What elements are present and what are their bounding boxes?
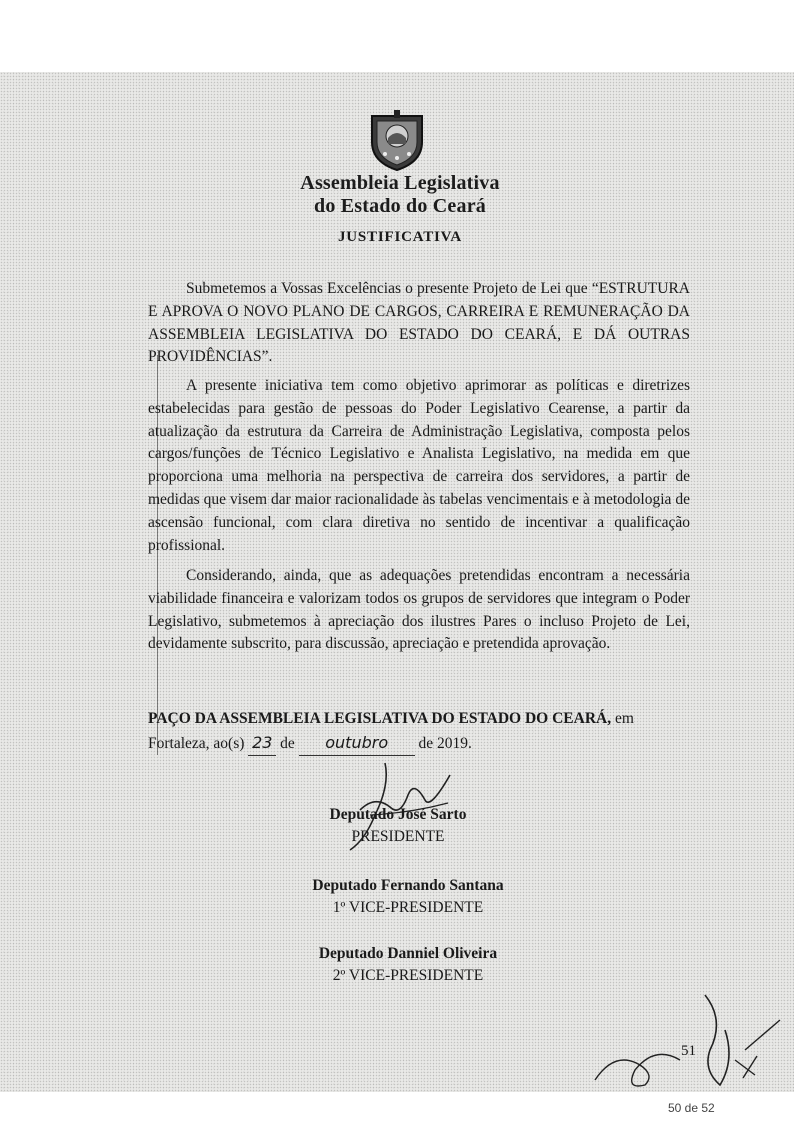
handwritten-day: 23: [248, 731, 276, 756]
date-prefix: Fortaleza, ao(s): [148, 735, 249, 752]
closing-place: PAÇO DA ASSEMBLEIA LEGISLATIVA DO ESTADO DO CEARÁ,: [148, 710, 612, 727]
paragraph-2: A presente iniciativa tem como objetivo aprimorar as políticas e diretrizes estabelecidas para gestão de pessoas do Poder Legislativo Cearense, a partir da atualização da estrutura da Carreira de Administração Legislativa, composta pelos cargos/funções de Técnico Legislativo e Analista Legislativo, na medida em que proporciona uma melhoria na perspectiva de carreira dos servidores, a partir de medidas que visem dar maior racionalidade às tabelas vencimentais e à metodologia de ascensão funcional, com clara diretiva no sentido de incentivar a qualificação profissional.: [148, 377, 690, 554]
signatory-first-vice-president: [288, 875, 528, 919]
handwritten-month: outubro: [299, 731, 415, 756]
closing-after: em: [611, 710, 634, 727]
signatory-name: Deputado José Sarto: [329, 806, 467, 823]
signatory-role: PRESIDENTE: [351, 828, 445, 845]
page-stamp-number: 51: [681, 1043, 696, 1059]
closing-paragraph: [148, 707, 690, 756]
signatory-name: Deputado Fernando Santana: [312, 877, 504, 894]
date-line: [148, 735, 472, 752]
paragraph-1: Submetemos a Vossas Excelências o presente Projeto de Lei que “ESTRUTURA E APROVA O NOVO PLANO DE CARGOS, CARREIRA E REMUNERAÇÃO DA ASSEMBLEIA LEGISLATIVA DO ESTADO DO CEARÁ, E DÁ OUTRAS PROVIDÊNCIAS”.: [148, 280, 690, 366]
signatory-role: 2º VICE-PRESIDENTE: [332, 967, 484, 984]
institution-name-line1: Assembleia Legislativa: [300, 172, 500, 194]
document-title: JUSTIFICATIVA: [337, 229, 463, 245]
state-crest-icon: [368, 108, 426, 172]
date-suffix: de 2019.: [414, 735, 472, 752]
paragraph-3: Considerando, ainda, que as adequações pretendidas encontram a necessária viabilidade financeira e valorizam todos os grupos de servidores que integram o Poder Legislativo, submetemos à apreciação dos ilustres Pares o incluso Projeto de Lei, devidamente subscrito, para discussão, apreciação e pretendida aprovação.: [148, 567, 690, 653]
signatory-name: Deputado Danniel Oliveira: [318, 945, 498, 962]
date-de: de: [276, 735, 299, 752]
institution-name-line2: do Estado do Ceará: [314, 195, 486, 217]
page-counter: 50 de 52: [668, 1101, 715, 1115]
signatory-second-vice-president: [288, 943, 528, 987]
signatory-president: [308, 804, 488, 848]
signatory-role: 1º VICE-PRESIDENTE: [332, 899, 484, 916]
